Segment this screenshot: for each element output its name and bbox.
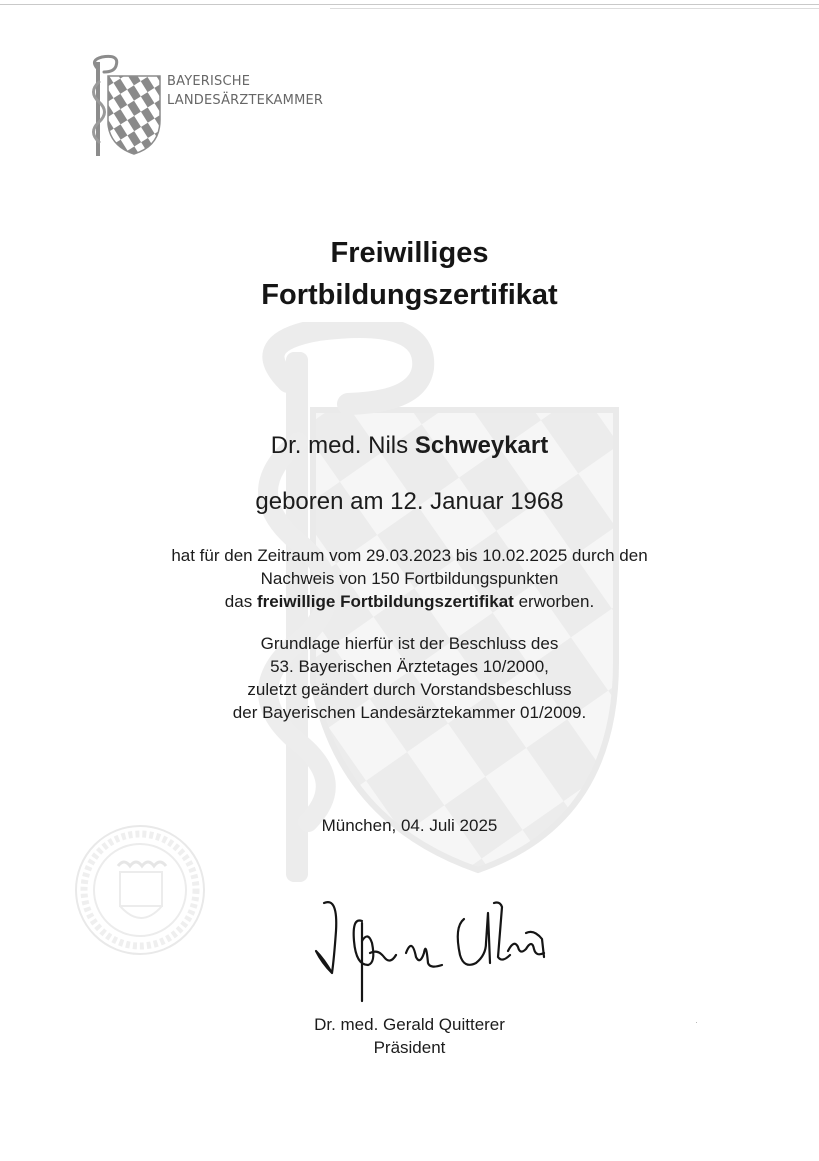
scan-edge-line <box>330 8 819 9</box>
scan-speck <box>696 1022 697 1023</box>
certificate-title <box>0 232 819 316</box>
basis-line-3: zuletzt geändert durch Vorstandsbeschluss <box>247 680 572 699</box>
handwritten-signature <box>312 893 552 1005</box>
statement-line-3-pre: das <box>224 592 257 611</box>
organization-line-2: LANDESÄRZTEKAMMER <box>167 93 324 108</box>
chamber-logo-icon <box>86 54 166 158</box>
statement-line-2: Nachweis von 150 Fortbildungspunkten <box>260 569 559 588</box>
organization-name <box>167 72 323 110</box>
certificate-title-line-1: Freiwilliges <box>330 237 489 269</box>
certificate-title-line-2: Fortbildungszertifikat <box>261 279 558 311</box>
recipient-name <box>0 430 819 462</box>
certificate-statement <box>0 544 819 613</box>
legal-basis <box>0 632 819 724</box>
signer-role: Präsident <box>373 1038 446 1057</box>
statement-line-3-post: erworben. <box>513 592 595 611</box>
recipient-name-prefix: Dr. med. Nils <box>270 432 415 459</box>
statement-line-1: hat für den Zeitraum vom 29.03.2023 bis 10.02.2025 durch den <box>171 546 648 565</box>
embossed-seal-icon <box>72 822 208 958</box>
basis-line-4: der Bayerischen Landesärztekammer 01/2009. <box>232 703 587 722</box>
scan-edge-line <box>0 4 819 5</box>
statement-line-3-bold: freiwillige Fortbildungszertifikat <box>256 592 514 611</box>
basis-line-1: Grundlage hierfür ist der Beschluss des <box>260 634 559 653</box>
place-and-date: München, 04. Juli 2025 <box>321 816 498 835</box>
signer-name: Dr. med. Gerald Quitterer <box>314 1015 505 1034</box>
signer <box>0 1013 819 1059</box>
basis-line-2: 53. Bayerischen Ärztetages 10/2000, <box>270 657 549 676</box>
recipient-birth-date: geboren am 12. Januar 1968 <box>255 488 564 515</box>
organization-line-1: BAYERISCHE <box>167 74 251 89</box>
statement-line-3 <box>0 590 819 613</box>
recipient-surname: Schweykart <box>414 432 549 459</box>
